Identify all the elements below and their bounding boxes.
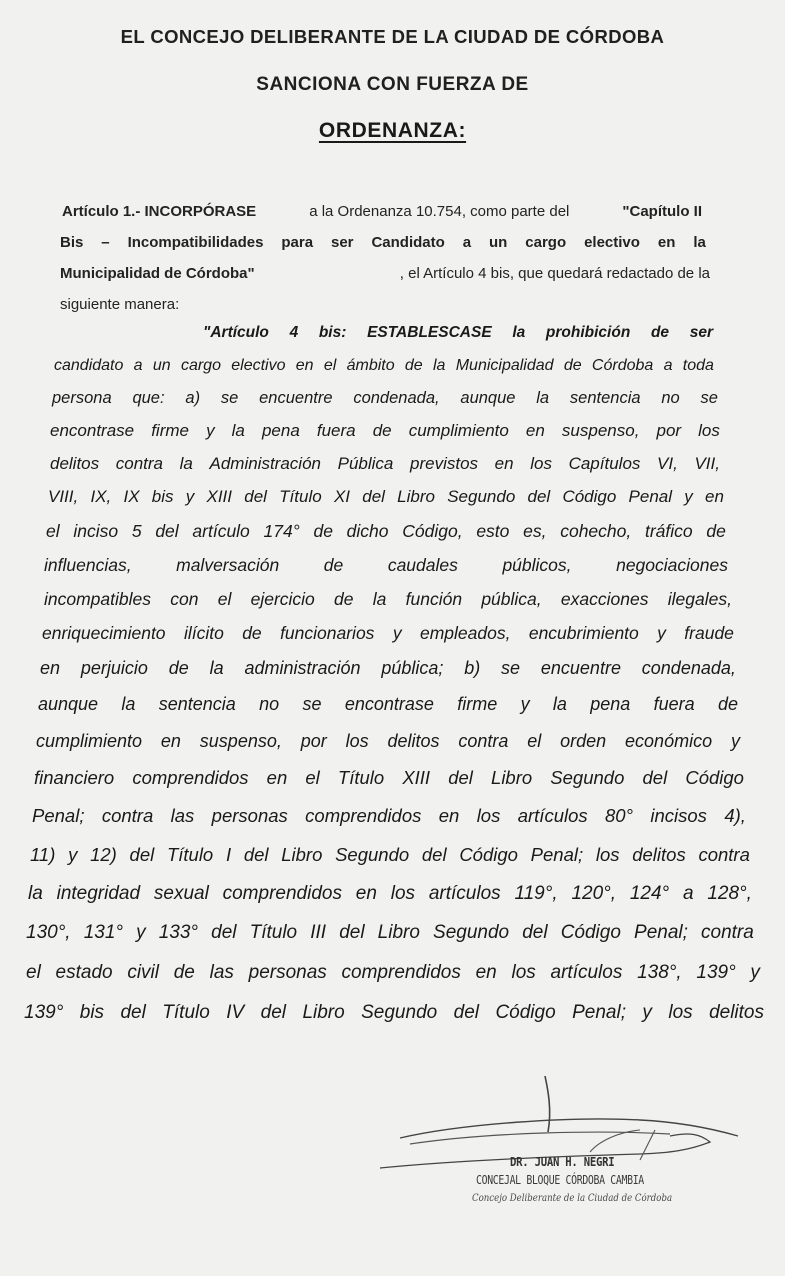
council-heading: EL CONCEJO DELIBERANTE DE LA CIUDAD DE CÓRDOBA: [120, 26, 665, 47]
ordinance-title: ORDENANZA:: [318, 119, 467, 142]
art4-line-19: el estado civil de las personas comprendidos en los artículos 138°, 139° y: [26, 962, 760, 983]
art4-line-14: financiero comprendidos en el Título XIII del Libro Segundo del Código: [34, 767, 744, 788]
article1-line-3: Municipalidad de Córdoba" , el Artículo 4 bis, que quedará redactado de la: [60, 265, 710, 282]
article1-line-2: Bis – Incompatibilidades para ser Candidato a un cargo electivo en la: [60, 234, 706, 251]
art4-line-11: en perjuicio de la administración pública; b) se encuentre condenada,: [40, 658, 736, 678]
art4-line-8: influencias, malversación de caudales públicos, negociaciones: [44, 555, 728, 575]
art4-line-10: enriquecimiento ilícito de funcionarios y empleados, encubrimiento y fraude: [42, 623, 734, 643]
art4-line-12: aunque la sentencia no se encontrase firme y la pena fuera de: [38, 694, 738, 714]
handwritten-signature: [370, 1070, 770, 1190]
art4-line-13: cumplimiento en suspenso, por los delitos contra el orden económico y: [36, 731, 740, 751]
article1-line-4: siguiente manera:: [60, 296, 180, 313]
art4-line-15: Penal; contra las personas comprendidos en los artículos 80° incisos 4),: [32, 805, 746, 826]
sanction-heading: SANCIONA CON FUERZA DE: [256, 74, 529, 95]
art4-line-1: "Artículo 4 bis: ESTABLESCASE la prohibición de ser: [203, 324, 713, 341]
art4-line-9: incompatibles con el ejercicio de la función pública, exacciones ilegales,: [44, 589, 732, 609]
art4-line-16: 11) y 12) del Título I del Libro Segundo del Código Penal; los delitos contra: [30, 844, 750, 865]
signatory-organization: Concejo Deliberante de la Ciudad de Córdoba: [472, 1193, 673, 1204]
signatory-name: DR. JUAN H. NEGRI: [510, 1154, 615, 1169]
art4-line-20: 139° bis del Título IV del Libro Segundo del Código Penal; y los delitos: [24, 1002, 764, 1023]
art4-line-6: VIII, IX, IX bis y XIII del Título XI del Libro Segundo del Código Penal y en: [48, 487, 724, 506]
art4-line-18: 130°, 131° y 133° del Título III del Libro Segundo del Código Penal; contra: [26, 922, 754, 943]
article1-line-1: Artículo 1.- INCORPÓRASE a la Ordenanza 10.754, como parte del "Capítulo II: [62, 203, 702, 220]
art4-line-3: persona que: a) se encuentre condenada, aunque la sentencia no se: [52, 389, 718, 407]
art4-line-17: la integridad sexual comprendidos en los artículos 119°, 120°, 124° a 128°,: [28, 883, 752, 904]
art4-line-5: delitos contra la Administración Pública previstos en los Capítulos VI, VII,: [50, 454, 720, 473]
art4-line-2: candidato a un cargo electivo en el ámbito de la Municipalidad de Córdoba a toda: [54, 357, 714, 374]
signatory-title: CONCEJAL BLOQUE CÓRDOBA CAMBIA: [476, 1173, 644, 1187]
signature-block: [370, 1070, 770, 1210]
art4-line-7: el inciso 5 del artículo 174° de dicho Código, esto es, cohecho, tráfico de: [46, 521, 726, 541]
art4-line-4: encontrase firme y la pena fuera de cumplimiento en suspenso, por los: [50, 421, 720, 440]
